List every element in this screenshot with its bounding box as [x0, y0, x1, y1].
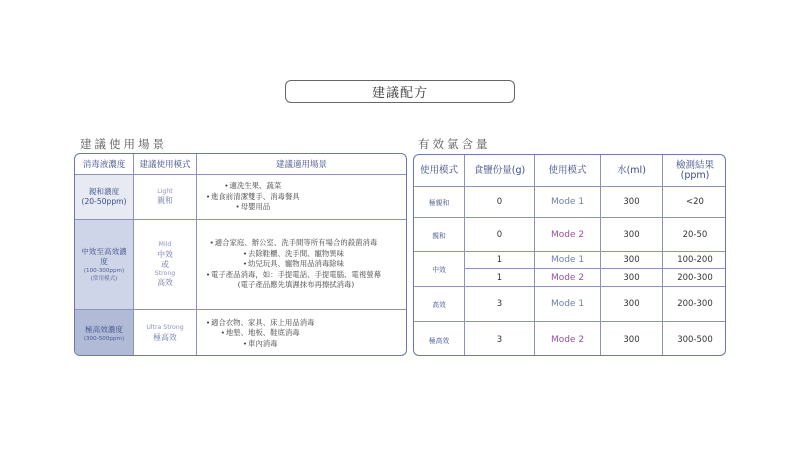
- result-value: 300-500: [677, 334, 713, 345]
- result-value: <20: [686, 197, 704, 207]
- list-item: •幼兒玩具、寵物用品消毒除味: [242, 259, 345, 269]
- mode-zh-2: 高效: [157, 278, 173, 287]
- mode-zh: 極高效: [153, 332, 177, 342]
- water-value: 300: [623, 229, 640, 240]
- list-item: •車內消毒: [242, 338, 278, 348]
- mode-label: 高效: [432, 301, 446, 309]
- mode-label: 極親和: [428, 199, 450, 207]
- salt-value: 3: [496, 334, 503, 345]
- water-value: 300: [623, 255, 640, 265]
- mode-value: Mode 2: [550, 272, 585, 283]
- result-value: 20-50: [682, 229, 708, 240]
- mode-value: Mode 2: [550, 334, 585, 345]
- header-water: 水(ml): [617, 164, 646, 176]
- mode-en: Mild: [158, 241, 172, 248]
- header-scenario: 建議適用場景: [196, 154, 406, 174]
- concentration-cell: [75, 310, 133, 356]
- salt-value: 0: [496, 229, 503, 240]
- mode-label: 中效: [432, 266, 446, 274]
- salt-value: 1: [496, 255, 503, 265]
- mode-cell: [133, 220, 196, 309]
- mode-value: Mode 1: [550, 197, 585, 207]
- water-value: 300: [623, 334, 640, 345]
- result-value: 100-200: [677, 255, 713, 265]
- header-mode: 使用模式: [548, 164, 587, 176]
- table-row: [75, 219, 406, 309]
- salt-value: 0: [496, 197, 503, 207]
- concentration-name: 極高效濃度: [85, 324, 123, 334]
- list-item: •適合衣物、家具、床上用品消毒: [205, 317, 315, 327]
- left-section-title: 建議使用場景: [80, 137, 167, 151]
- mode-or: 或: [161, 259, 169, 269]
- water-value: 300: [623, 299, 640, 309]
- table-header-row: [75, 154, 406, 174]
- page-title: 建議配方: [285, 80, 515, 103]
- mode-value: Mode 1: [550, 255, 585, 265]
- header-salt: 食鹽份量(g): [473, 164, 526, 176]
- list-item: •地墊、地板、鞋底消毒: [220, 328, 300, 338]
- concentration-name: 親和濃度: [88, 187, 120, 196]
- scenario-cell: [196, 175, 406, 219]
- concentration-name: 中效至高效濃度: [81, 246, 127, 266]
- salt-value: 3: [496, 299, 503, 309]
- mode-cell: [133, 310, 196, 356]
- mode-cell: [133, 175, 196, 219]
- header-result: 檢測結果 (ppm): [675, 159, 714, 181]
- result-value: 200-300: [677, 299, 713, 309]
- concentration-cell: [75, 220, 133, 309]
- list-item: •進食前清潔雙手、消毒餐具: [205, 191, 300, 201]
- salt-value: 1: [496, 272, 503, 283]
- usage-scenario-table: [74, 153, 407, 356]
- concentration-range: (20-50ppm): [81, 197, 127, 206]
- list-item: •電子產品消毒，如：手提電話、手提電腦、電視螢幕: [205, 269, 381, 279]
- result-value: 200-300: [677, 272, 713, 283]
- list-item-continuation: (電子產品應先填濕抹布再擦拭消毒): [237, 280, 355, 290]
- mode-zh: 親和: [157, 196, 173, 206]
- mode-en-2: Strong: [154, 269, 176, 277]
- list-item: •母嬰用品: [235, 202, 271, 212]
- header-mode: 建議使用模式: [133, 154, 196, 174]
- scenario-cell: [196, 220, 406, 309]
- list-item: •適合家庭、辦公室、洗手間等所有場合的殺菌消毒: [209, 238, 378, 248]
- mode-label: 極高效: [428, 336, 450, 345]
- header-concentration: 消毒液濃度: [82, 160, 126, 170]
- chlorine-content-table: [413, 154, 726, 356]
- concentration-range: (100-300ppm): [83, 267, 125, 274]
- mode-zh: 中效: [157, 249, 173, 259]
- concentration-range: (300-500ppm): [83, 335, 125, 342]
- water-value: 300: [623, 197, 640, 207]
- water-value: 300: [623, 272, 640, 283]
- table-row: [75, 174, 406, 219]
- list-item: •去除鞋櫃、洗手間、寵物異味: [242, 248, 345, 258]
- header-use-mode: 使用模式: [419, 164, 458, 176]
- mode-en: Ultra Strong: [146, 324, 184, 332]
- list-item: •適洗生果、蔬菜: [224, 181, 282, 191]
- concentration-cell: [75, 175, 133, 219]
- table-row: [75, 309, 406, 356]
- mode-value: Mode 2: [550, 229, 585, 240]
- scenario-cell: [196, 310, 406, 356]
- mode-label: 親和: [432, 231, 446, 240]
- mode-en: Light: [157, 187, 173, 195]
- mode-value: Mode 1: [550, 299, 585, 309]
- concentration-note: (常用模式): [90, 275, 118, 282]
- right-section-title: 有效氯含量: [418, 137, 491, 151]
